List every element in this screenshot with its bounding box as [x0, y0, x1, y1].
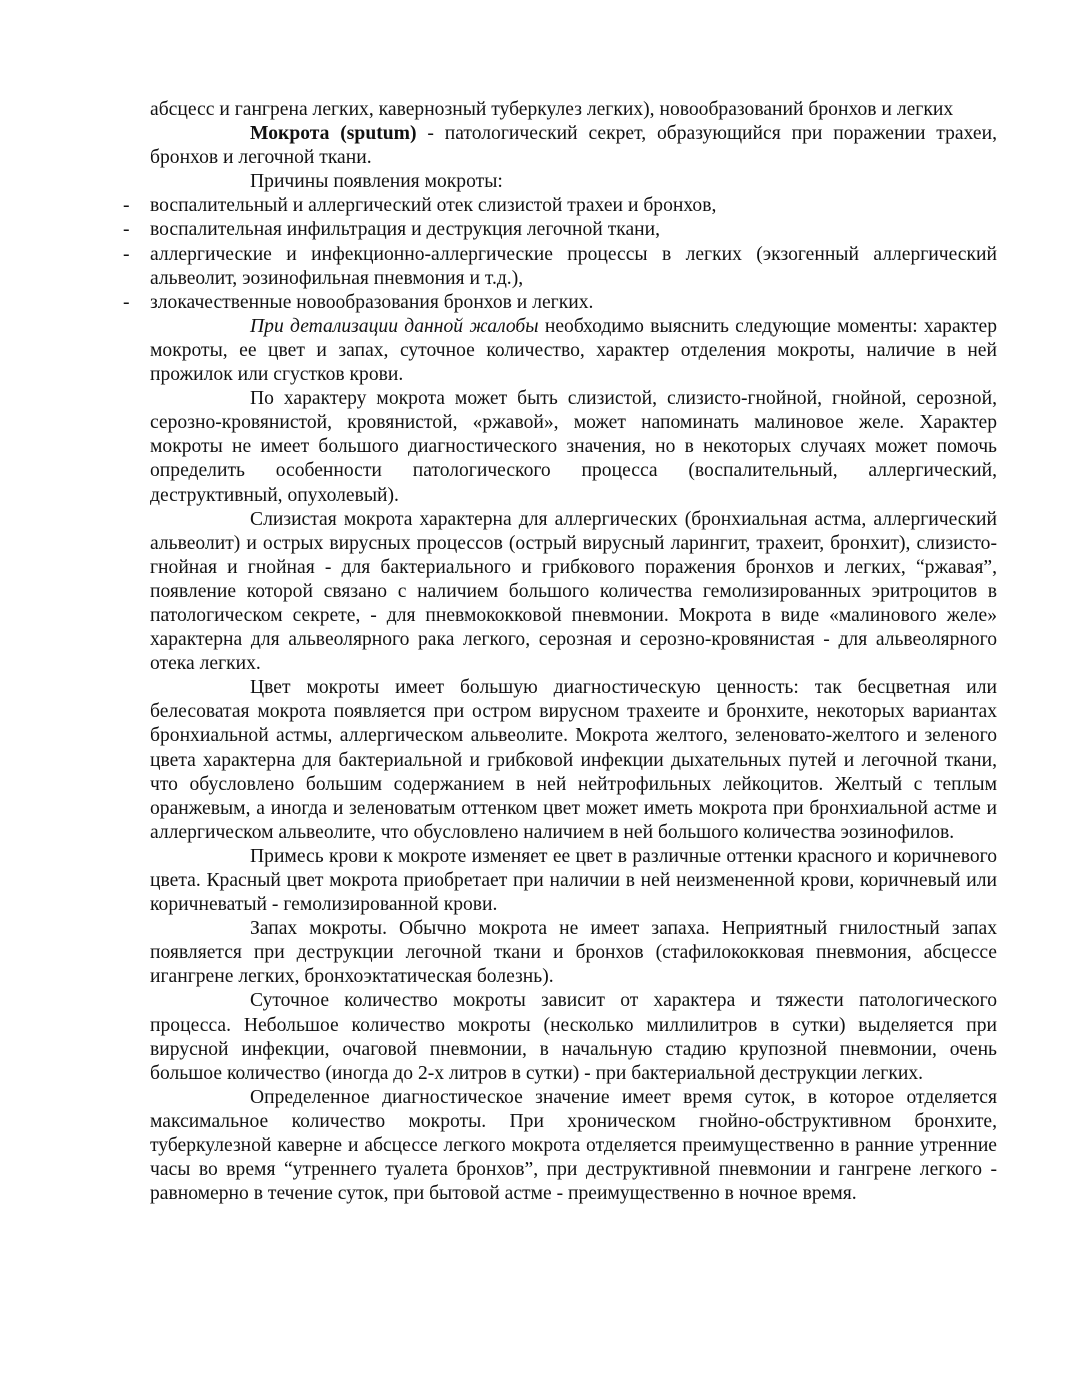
list-item-text: аллергические и инфекционно-аллергические процессы в легких (экзогенный аллергический альвеолит, эозинофильная пневмония и т.д.),: [150, 243, 997, 289]
causes-heading: Причины появления мокроты:: [250, 171, 503, 193]
paragraph-color: Цвет мокроты имеет большую диагностическую ценность: так бесцветная или белесоватая мокрота появляется при остром вирусном трахеите и бронхите, некоторых вариантах бронхиальной астмы, аллергическом альвеолите. Мокрота желтого, зеленовато-желтого и зеленого цвета характерна для бактериальной и грибковой инфекции дыхательных путей и легочной ткани, что обусловлено большим содержанием в ней нейтрофильных лейкоцитов. Желтый с теплым оранжевым, а иногда и зеленоватым оттенком цвет может иметь мокрота при бронхиальной астме и аллергическом альвеолите, что обусловлено наличием в ней большого количества эозинофилов.: [150, 677, 997, 843]
list-item: [123, 243, 997, 291]
paragraph-continuation: абсцесс и гангрена легких, кавернозный туберкулез легких), новообразований бронхов и легких: [150, 99, 954, 120]
bullet-dash: -: [123, 195, 130, 217]
paragraph-daily-amount: Суточное количество мокроты зависит от характера и тяжести патологического процесса. Небольшое количество мокроты (несколько миллилитров в сутки) выделяется при вирусной инфекции, очаговой пневмонии, в начальную стадию крупозной пневмонии, очень большое количество (иногда до 2-х литров в сутки) - при бактериальной деструкции легких.: [150, 990, 997, 1084]
detail-text: необходимо выяснить следующие моменты: характер мокроты, ее цвет и запах, суточное количество, характер отделения мокроты, наличие в ней прожилок или сгустков крови.: [150, 315, 997, 386]
list-item: [123, 291, 997, 315]
paragraph-sputum-definition: [150, 122, 997, 170]
list-item-text: воспалительный и аллергический отек слизистой трахеи и бронхов,: [150, 195, 717, 217]
term-sputum: Мокрота (sputum): [250, 123, 417, 145]
list-item-text: злокачественные новообразования бронхов и легких.: [150, 291, 594, 313]
paragraph-time-of-day: Определенное диагностическое значение имеет время суток, в которое отделяется максимальное количество мокроты. При хроническом гнойно-обструктивном бронхите, туберкулезной каверне и абсцессе легкого мокрота отделяется преимущественно в ранние утренние часы во время “утреннего туалета бронхов”, при деструктивной пневмонии и гангрене легкого - равномерно в течение суток, при бытовой астме - преимущественно в ночное время.: [150, 1086, 997, 1205]
list-item: [123, 218, 997, 242]
paragraph-detail: [150, 315, 997, 387]
bullet-dash: -: [123, 243, 130, 265]
paragraph-mucous: Слизистая мокрота характерна для аллергических (бронхиальная астма, аллергический альвеолит) и острых вирусных процессов (острый вирусный ларингит, трахеит, бронхит), слизисто-гнойная и гнойная - для бактериального и грибкового поражения бронхов и легких, “ржавая”, появление которой связано с наличием большого количества гемолизированных эритроцитов в патологическом секрете, - для пневмококковой пневмонии. Мокрота в виде «малинового желе» характерна для альвеолярного рака легкого, серозная и серозно-кровянистая - для альвеолярного отека легких.: [150, 508, 997, 675]
list-item: [123, 194, 997, 218]
list-item-text: воспалительная инфильтрация и деструкция легочной ткани,: [150, 219, 661, 241]
paragraph-character: По характеру мокрота может быть слизистой, слизисто-гнойной, гнойной, серозной, серозно-кровянистой, кровянистой, «ржавой», может напоминать малиновое желе. Характер мокроты не имеет большого диагностического значения, но в некоторых случаях может помочь определить особенности патологического процесса (воспалительный, аллергический, деструктивный, опухолевый).: [150, 388, 997, 506]
detail-italic-phrase: При детализации данной жалобы: [250, 315, 539, 337]
paragraph-blood: Примесь крови к мокроте изменяет ее цвет в различные оттенки красного и коричневого цвета. Красный цвет мокрота приобретает при наличии в ней неизмененной крови, коричневый или коричневатый - гемолизированной крови.: [150, 845, 997, 916]
bullet-dash: -: [123, 291, 130, 313]
causes-list: [123, 194, 997, 314]
document-page: [123, 98, 997, 1206]
paragraph-smell: Запах мокроты. Обычно мокрота не имеет запаха. Неприятный гнилостный запах появляется при деструкции легочной ткани и бронхов (стафилококковая пневмония, абсцессе игангрене легких, бронхоэктатическая болезнь).: [150, 918, 997, 988]
bullet-dash: -: [123, 219, 130, 241]
sputum-definition-text: - патологический секрет, образующийся при поражении трахеи, бронхов и легочной ткани.: [150, 123, 997, 169]
